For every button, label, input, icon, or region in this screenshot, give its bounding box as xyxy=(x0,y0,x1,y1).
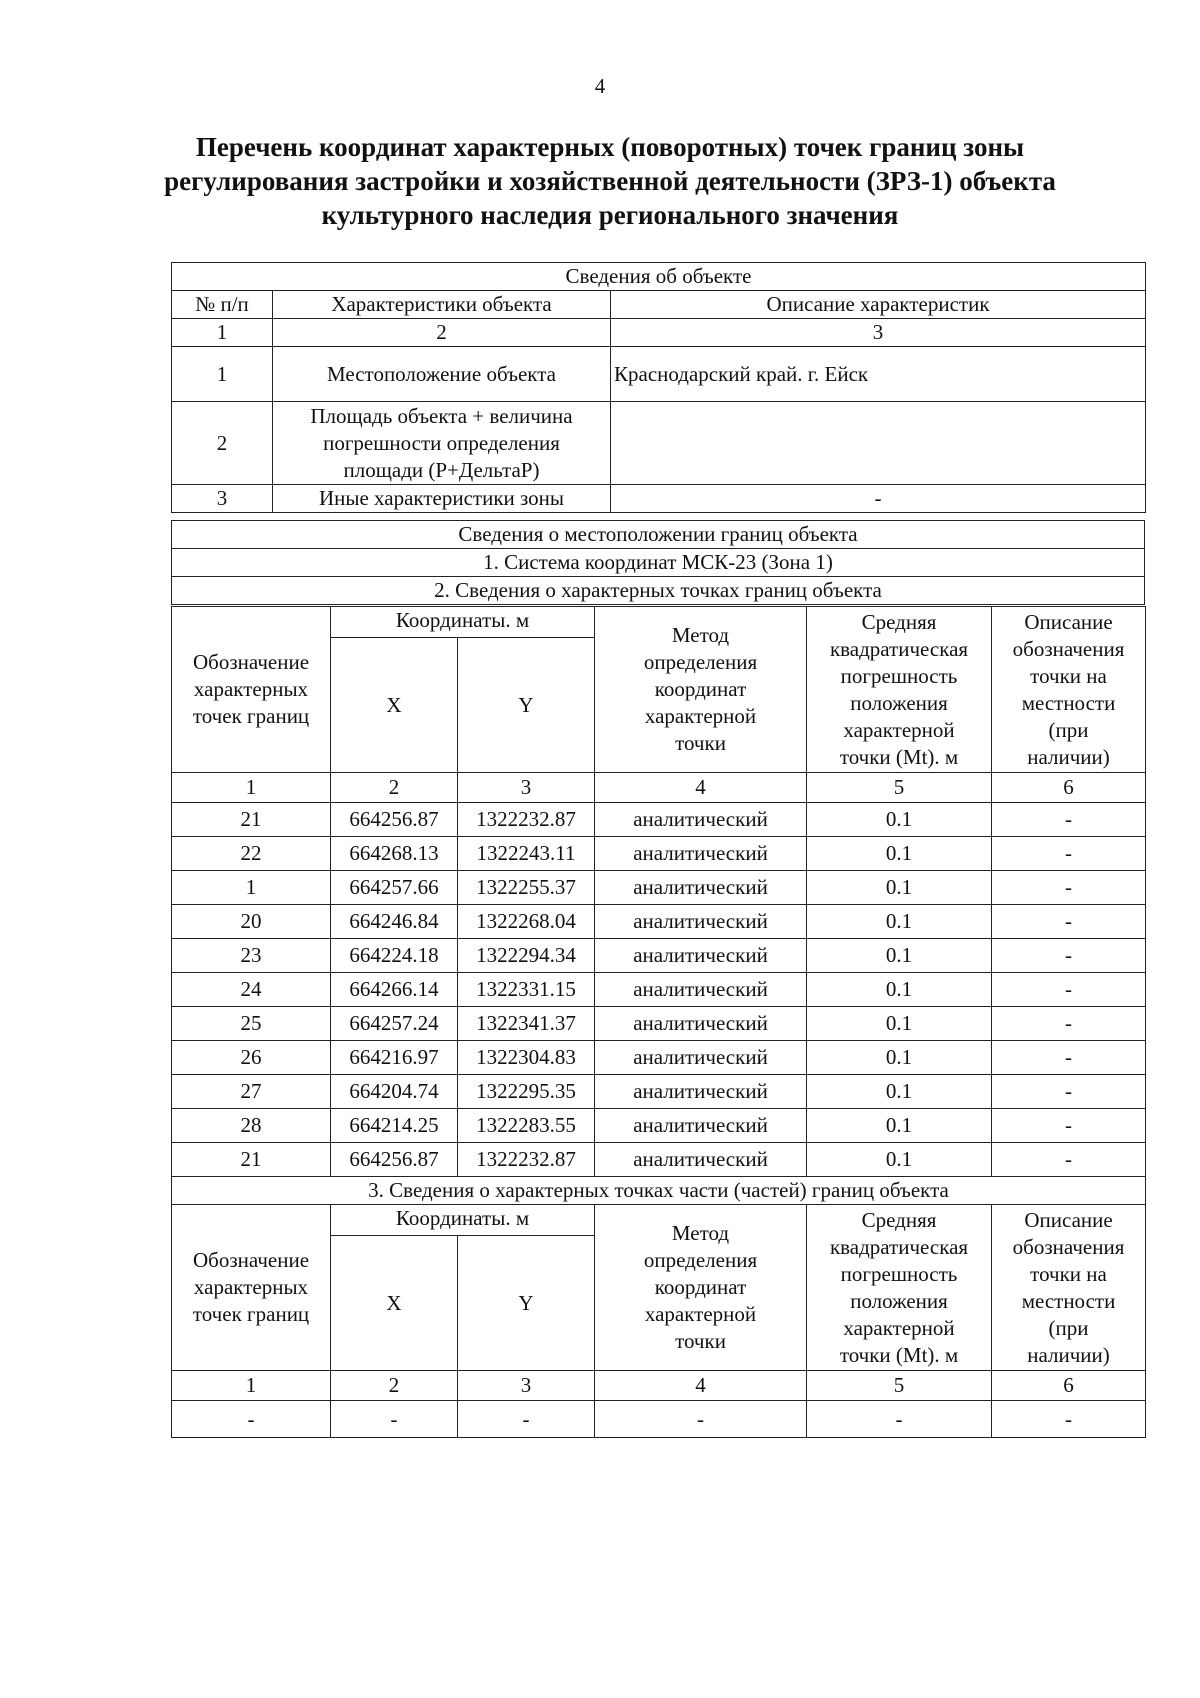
point-y: 1322283.55 xyxy=(458,1109,595,1143)
header-line: характерной xyxy=(644,1302,757,1326)
point-method: аналитический xyxy=(595,1075,807,1109)
point-description: - xyxy=(992,905,1146,939)
point-y: 1322304.83 xyxy=(458,1041,595,1075)
point-description: - xyxy=(992,973,1146,1007)
col-number: 4 xyxy=(595,1371,807,1401)
table-row xyxy=(172,1041,1146,1075)
table-row xyxy=(172,1007,1146,1041)
header-line: координат xyxy=(654,677,747,701)
header-coords: Координаты. м xyxy=(331,1205,595,1236)
point-y: 1322341.37 xyxy=(458,1007,595,1041)
row-name: Местоположение объекта xyxy=(273,347,611,402)
col-header-num: № п/п xyxy=(172,291,273,319)
row-num: 3 xyxy=(172,485,273,513)
col-number: 1 xyxy=(172,773,331,803)
header-line: обозначения xyxy=(1012,636,1125,661)
header-method xyxy=(595,607,807,773)
point-id: 21 xyxy=(172,803,331,837)
point-description: - xyxy=(992,1075,1146,1109)
row-name-line: погрешности определения xyxy=(323,430,560,455)
header-line: Описание xyxy=(1024,609,1113,634)
header-line: положения xyxy=(850,1288,948,1313)
col-number: 2 xyxy=(331,773,458,803)
point-method: аналитический xyxy=(595,1143,807,1177)
point-mt: 0.1 xyxy=(807,803,992,837)
location-table xyxy=(171,520,1145,605)
point-id: 25 xyxy=(172,1007,331,1041)
header-line: погрешность xyxy=(840,1261,958,1286)
header-line: квадратическая xyxy=(829,636,969,661)
point-mt: 0.1 xyxy=(807,871,992,905)
row-name-line: площади (P+ДельтаP) xyxy=(343,457,540,482)
header-line: Средняя xyxy=(861,609,937,634)
col-header-description: Описание характеристик xyxy=(611,291,1146,319)
location-caption: Сведения о местоположении границ объекта xyxy=(172,521,1145,549)
table-row xyxy=(172,973,1146,1007)
point-mt: 0.1 xyxy=(807,1075,992,1109)
header-line: Описание xyxy=(1024,1207,1113,1232)
document-title xyxy=(150,130,1070,232)
table-row xyxy=(172,905,1146,939)
row-value: Краснодарский край. г. Ейск xyxy=(611,347,1146,402)
header-line: Средняя xyxy=(861,1207,937,1232)
point-mt: 0.1 xyxy=(807,1143,992,1177)
point-mt: 0.1 xyxy=(807,837,992,871)
point-y: 1322255.37 xyxy=(458,871,595,905)
point-description: - xyxy=(992,803,1146,837)
empty-cell: - xyxy=(331,1401,458,1438)
header-line: определения xyxy=(643,1248,758,1272)
point-x: 664266.14 xyxy=(331,973,458,1007)
points-table xyxy=(171,606,1146,1438)
point-description: - xyxy=(992,939,1146,973)
header-line: координат xyxy=(654,1275,747,1299)
table-row xyxy=(172,1075,1146,1109)
header-line: Обозначение xyxy=(192,650,310,674)
header-line: характерной xyxy=(843,1315,955,1340)
header-designation xyxy=(172,1205,331,1371)
point-y: 1322232.87 xyxy=(458,803,595,837)
point-id: 22 xyxy=(172,837,331,871)
point-x: 664214.25 xyxy=(331,1109,458,1143)
point-id: 24 xyxy=(172,973,331,1007)
header-y: Y xyxy=(458,1236,595,1371)
header-error xyxy=(807,1205,992,1371)
point-method: аналитический xyxy=(595,973,807,1007)
empty-cell: - xyxy=(172,1401,331,1438)
point-mt: 0.1 xyxy=(807,939,992,973)
title-line: культурного наследия регионального значения xyxy=(321,200,899,230)
header-line: положения xyxy=(850,690,948,715)
point-x: 664256.87 xyxy=(331,803,458,837)
col-number: 4 xyxy=(595,773,807,803)
point-description: - xyxy=(992,871,1146,905)
point-mt: 0.1 xyxy=(807,1109,992,1143)
header-line: Обозначение xyxy=(192,1248,310,1272)
point-description: - xyxy=(992,1109,1146,1143)
empty-cell: - xyxy=(992,1401,1146,1438)
point-mt: 0.1 xyxy=(807,1007,992,1041)
col-number: 6 xyxy=(992,1371,1146,1401)
header-line: характерных xyxy=(193,1275,309,1299)
col-number: 5 xyxy=(807,1371,992,1401)
point-x: 664268.13 xyxy=(331,837,458,871)
point-y: 1322243.11 xyxy=(458,837,595,871)
row-name: Иные характеристики зоны xyxy=(273,485,611,513)
header-line: (при xyxy=(1048,717,1089,742)
point-method: аналитический xyxy=(595,1041,807,1075)
point-description: - xyxy=(992,1143,1146,1177)
point-mt: 0.1 xyxy=(807,905,992,939)
header-x: X xyxy=(331,1236,458,1371)
header-line: Метод xyxy=(671,1221,730,1245)
point-x: 664246.84 xyxy=(331,905,458,939)
header-y: Y xyxy=(458,638,595,773)
table-row xyxy=(172,1109,1146,1143)
header-line: точки xyxy=(675,1329,726,1353)
title-line: Перечень координат характерных (поворотных) точек границ зоны xyxy=(195,132,1025,162)
empty-cell: - xyxy=(595,1401,807,1438)
header-line: наличии) xyxy=(1027,744,1110,769)
col-number: 3 xyxy=(458,773,595,803)
parts-caption: 3. Сведения о характерных точках части (частей) границ объекта xyxy=(172,1177,1146,1205)
empty-cell: - xyxy=(458,1401,595,1438)
col-number: 3 xyxy=(611,319,1146,347)
point-id: 1 xyxy=(172,871,331,905)
empty-cell: - xyxy=(807,1401,992,1438)
header-line: точки (Mt). м xyxy=(839,744,959,769)
point-y: 1322232.87 xyxy=(458,1143,595,1177)
header-line: (при xyxy=(1048,1315,1089,1340)
table-row xyxy=(172,402,1146,485)
col-number: 2 xyxy=(331,1371,458,1401)
point-description: - xyxy=(992,1041,1146,1075)
point-id: 20 xyxy=(172,905,331,939)
header-line: обозначения xyxy=(1012,1234,1125,1259)
table-row xyxy=(172,485,1146,513)
point-id: 27 xyxy=(172,1075,331,1109)
col-number: 3 xyxy=(458,1371,595,1401)
point-x: 664216.97 xyxy=(331,1041,458,1075)
header-description xyxy=(992,1205,1146,1371)
header-line: точки на xyxy=(1030,663,1107,688)
point-x: 664256.87 xyxy=(331,1143,458,1177)
header-x: X xyxy=(331,638,458,773)
point-x: 664224.18 xyxy=(331,939,458,973)
table-row xyxy=(172,1143,1146,1177)
point-id: 23 xyxy=(172,939,331,973)
header-line: Метод xyxy=(671,623,730,647)
col-number: 2 xyxy=(273,319,611,347)
point-id: 26 xyxy=(172,1041,331,1075)
table-row xyxy=(172,1401,1146,1438)
header-line: точек границ xyxy=(192,704,310,728)
point-y: 1322294.34 xyxy=(458,939,595,973)
point-mt: 0.1 xyxy=(807,973,992,1007)
table-row xyxy=(172,871,1146,905)
point-method: аналитический xyxy=(595,939,807,973)
point-description: - xyxy=(992,837,1146,871)
header-line: местности xyxy=(1021,690,1116,715)
row-name-line: Площадь объекта + величина xyxy=(310,403,573,428)
header-line: квадратическая xyxy=(829,1234,969,1259)
header-designation xyxy=(172,607,331,773)
object-info-caption: Сведения об объекте xyxy=(172,263,1146,291)
point-x: 664257.24 xyxy=(331,1007,458,1041)
point-x: 664204.74 xyxy=(331,1075,458,1109)
point-y: 1322331.15 xyxy=(458,973,595,1007)
header-line: точек границ xyxy=(192,1302,310,1326)
header-line: характерных xyxy=(193,677,309,701)
point-y: 1322295.35 xyxy=(458,1075,595,1109)
col-number: 6 xyxy=(992,773,1146,803)
col-number: 1 xyxy=(172,1371,331,1401)
point-id: 21 xyxy=(172,1143,331,1177)
header-line: точки xyxy=(675,731,726,755)
header-coords: Координаты. м xyxy=(331,607,595,638)
header-line: характерной xyxy=(843,717,955,742)
title-line: регулирования застройки и хозяйственной деятельности (ЗРЗ-1) объекта xyxy=(164,166,1056,196)
header-description xyxy=(992,607,1146,773)
table-row xyxy=(172,939,1146,973)
point-method: аналитический xyxy=(595,837,807,871)
header-line: погрешность xyxy=(840,663,958,688)
table-row xyxy=(172,837,1146,871)
row-value: - xyxy=(611,485,1146,513)
point-method: аналитический xyxy=(595,905,807,939)
header-line: точки на xyxy=(1030,1261,1107,1286)
col-number: 5 xyxy=(807,773,992,803)
row-num: 2 xyxy=(172,402,273,485)
point-id: 28 xyxy=(172,1109,331,1143)
row-name xyxy=(273,402,611,485)
coordinate-system: 1. Система координат МСК-23 (Зона 1) xyxy=(172,549,1145,577)
header-line: характерной xyxy=(644,704,757,728)
table-row xyxy=(172,347,1146,402)
row-value xyxy=(611,402,1146,485)
header-line: определения xyxy=(643,650,758,674)
points-caption: 2. Сведения о характерных точках границ объекта xyxy=(172,577,1145,605)
point-method: аналитический xyxy=(595,1109,807,1143)
point-description: - xyxy=(992,1007,1146,1041)
point-method: аналитический xyxy=(595,1007,807,1041)
point-mt: 0.1 xyxy=(807,1041,992,1075)
row-num: 1 xyxy=(172,347,273,402)
point-method: аналитический xyxy=(595,871,807,905)
col-header-characteristics: Характеристики объекта xyxy=(273,291,611,319)
header-line: наличии) xyxy=(1027,1342,1110,1367)
page-number: 4 xyxy=(594,74,606,98)
header-method xyxy=(595,1205,807,1371)
object-info-table xyxy=(171,262,1146,513)
point-x: 664257.66 xyxy=(331,871,458,905)
point-y: 1322268.04 xyxy=(458,905,595,939)
col-number: 1 xyxy=(172,319,273,347)
table-row xyxy=(172,803,1146,837)
header-line: точки (Mt). м xyxy=(839,1342,959,1367)
point-method: аналитический xyxy=(595,803,807,837)
header-error xyxy=(807,607,992,773)
header-line: местности xyxy=(1021,1288,1116,1313)
